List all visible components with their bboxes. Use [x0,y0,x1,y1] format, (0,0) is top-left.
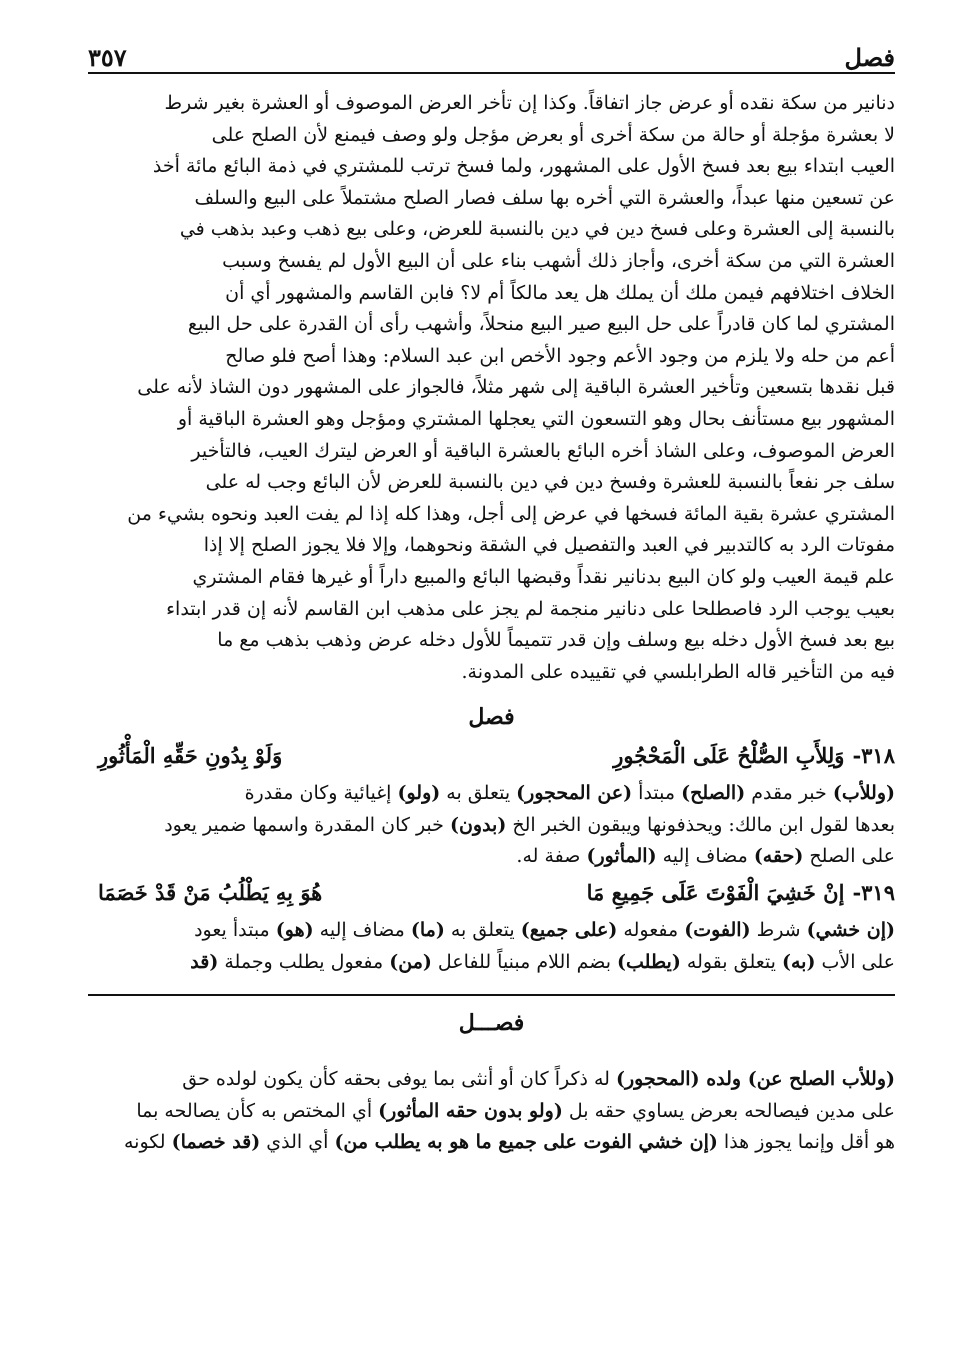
text-line: الخلاف اختلافهم فيمن ملك أن يملك هل يعد مالكاً أم لا؟ فابن القاسم والمشهور أي أن [225,281,895,304]
text-segment: يتعلق به [440,782,517,805]
text-segment: أي الذي [260,1131,335,1154]
text-line: المشتري لما كان قادراً على حل البيع صير البيع منحلاً، وأشهب رأى أن القدرة على حل البيع [187,313,895,336]
text-line: قبل نقدها بتسعين وتأخير العشرة الباقية إلى شهر مثلاً، فالجواز على المشهور دون الشاذ لأنه على [137,376,895,399]
footnote-line [88,1127,895,1159]
text-segment: مضاف إليه [656,845,754,868]
text-line: العرض الموصوف، وعلى الشاذ أخره البائع بالعشرة الباقية أو العرض ليترك العيب، فالتأخير [191,439,895,462]
text-line: مفوتات الرد به كالتدبير في العبد والتفصيل في الشقة ونحوهما، وإلا فلا يجوز الصلح إلا إذا [203,534,895,557]
explanation-line [88,841,895,873]
text-line: فيه من التأخير قاله الطرابلسي في تقييده على المدونة. [461,660,895,683]
text-segment: مبتدأ [632,782,682,805]
bold-term: (إن خشي الفوت على جميع ما هو به يطلب من) [334,1131,718,1154]
bold-term: (قد [190,950,219,973]
text-line: العيب ابتداء بيع بعد فسخ الأول على المشهور، ولما فسخ ترتب للمشتري في ذمة البائع مائة أخذ [152,155,895,178]
text-line: أعم من حله ولا يلزم من وجود الأعم وجود الأخص ابن عبد السلام: وهذا أصح فلو صالح [225,344,895,367]
footnote-separator [88,994,895,996]
text-segment: خبر كان المقدرة واسمها ضمير يعود [164,813,450,836]
main-paragraph [88,88,895,688]
bold-term: (الصلح) [681,782,746,805]
text-segment: على الأب [815,950,895,973]
bold-term: (المحجور) [616,1068,700,1091]
verse-number: ٣١٩- [852,880,895,906]
verse-explanation [88,915,895,978]
text-line: المشتري عشرة بقية المائة فسخها في عرض إلى أجل، وهذا كله إذا لم يفت العبد ونحوه بشيء من [127,502,895,525]
text-segment: صفة له. [516,845,587,868]
bold-term: (وللأب الصلح عن) ولده [699,1068,895,1091]
text-segment: على الصلح [803,845,895,868]
bold-term: (به) [781,950,816,973]
bold-term: (بدون) [449,813,507,836]
bold-term: (ولو بدون حقه المأثور) [378,1099,563,1122]
bold-term: (هو) [275,919,314,942]
explanation-line [88,915,895,947]
text-line: عن تسعين منها عبداً، والعشرة التي أخره بها سلف فصار الصلح مشتملاً على البيع والسلف [194,186,895,209]
footnote-line [88,1064,895,1096]
verses-block [88,738,895,978]
verse [88,875,895,911]
page-header [88,22,895,74]
text-segment: مبتدأ يعود [194,919,276,942]
verse [88,738,895,774]
page-number: ٣٥٧ [88,43,127,72]
text-segment: مفعول يطلب وجملة [218,950,390,973]
bold-term: (يطلب) [617,950,681,973]
text-segment: بضم اللام مبنياً للفاعل [431,950,618,973]
footnote-text [88,1064,895,1159]
bold-term: (الفوت) [684,919,751,942]
text-segment: شرط [750,919,807,942]
explanation-line [88,810,895,842]
bold-term: (وللأب) [832,782,895,805]
text-segment: أي المختص به كأن يصالحه بما [136,1099,379,1122]
bold-term: (عن المحجور) [516,782,633,805]
text-segment: لكونه [123,1131,172,1154]
text-segment: مضاف إليه [313,919,411,942]
bold-term: (قد خصما) [171,1131,261,1154]
bold-term: (من) [389,950,432,973]
text-segment: له ذكراً كان أو أنثى بما يوفى بحقه كأن يكون لولده حق [182,1068,617,1091]
verse-explanation [88,778,895,873]
verse-hemistich-second: وَلَوْ بِدُونِ حَقِّهِ الْمَأْثُورِ [98,743,283,769]
chapter-title: فصل [844,43,895,72]
text-line: لا بعشرة مؤجلة أو حالة من سكة أخرى أو بعرض مؤجل ولو وصف فيمنع لأن الصلح على [211,123,895,146]
text-line: المشهور بيع مستأنف بحال وهو التسعون التي يعجلها المشتري ومؤجل وهو العشرة الباقية أو [177,407,895,430]
text-line: بالنسبة إلى العشرة وعلى فسخ دين في دين بالنسبة للعرض، وعلى بيع ذهب وعبد بذهب في [179,218,895,241]
text-segment: خبر مقدم [745,782,833,805]
text-segment: مفعوله [617,919,685,942]
verse-number: ٣١٨- [852,743,895,769]
text-segment: على مدين فيصالحه بعرض يساوي حقه بل [562,1099,895,1122]
text-line: علم قيمة العيب ولو كان البيع بدنانير نقداً وقبضها البائع والمبيع داراً أو غيرها فقام المشتري [192,565,895,588]
text-segment: يتعلق به [444,919,521,942]
text-line: بعيب يوجب الرد فاصطلحا على دنانير منجمة لم يجز على مذهب ابن القاسم لأنه إن قدر ابتداء [166,597,895,620]
bold-term: (المأثور) [586,845,657,868]
bold-term: (على جميع) [520,919,618,942]
text-segment: بعدها لقول ابن مالك: ويحذفونها ويبقون الخبر الخ [506,813,895,836]
verse-hemistich-first: إنْ خَشِيَ الْفَوْتَ عَلَى جَمِيعِ مَا [586,880,845,906]
verse-hemistich-second: هُوَ بِهِ يَطْلُبُ مَنْ قَدْ خَصَمَا [98,880,323,906]
bold-term: (حقه) [753,845,804,868]
text-segment: هو أقل وإنما يجوز هذا [717,1131,895,1154]
text-line: دنانير من سكة نقده أو عرض جاز اتفاقاً. وكذا إن تأخر العرض الموصوف أو العشرة بغير شرط [164,92,895,114]
bold-term: (ما) [410,919,445,942]
text-line: بيع بعد فسخ الأول دخله بيع وسلف وإن قدر تتميماً للأول دخله عرض وذهب بذهب مع ما [217,629,895,652]
text-line: العشرة التي من سكة أخرى، وأجاز ذلك أشهب بناء على أن البيع الأول لم يفسخ وسبب [222,249,895,272]
text-segment: إغيائية وكان مقدرة [244,782,398,805]
explanation-line [88,778,895,810]
verse-hemistich-first: وَلِلأَبِ الصُّلْحُ عَلَى الْمَحْجُورِ [613,743,845,769]
text-segment: يتعلق بقوله [680,950,782,973]
section-title: فصل [468,704,515,731]
bold-term: (ولو) [397,782,441,805]
footnote-title: فصـــل [458,1010,525,1037]
text-line: سلف جر نفعاً بالنسبة للعشرة وفسخ دين في دين بالنسبة للعرض لأن البائع وجب له على [205,471,895,494]
footnote-line [88,1096,895,1128]
explanation-line [88,947,895,979]
bold-term: (إن خشي) [806,919,895,942]
